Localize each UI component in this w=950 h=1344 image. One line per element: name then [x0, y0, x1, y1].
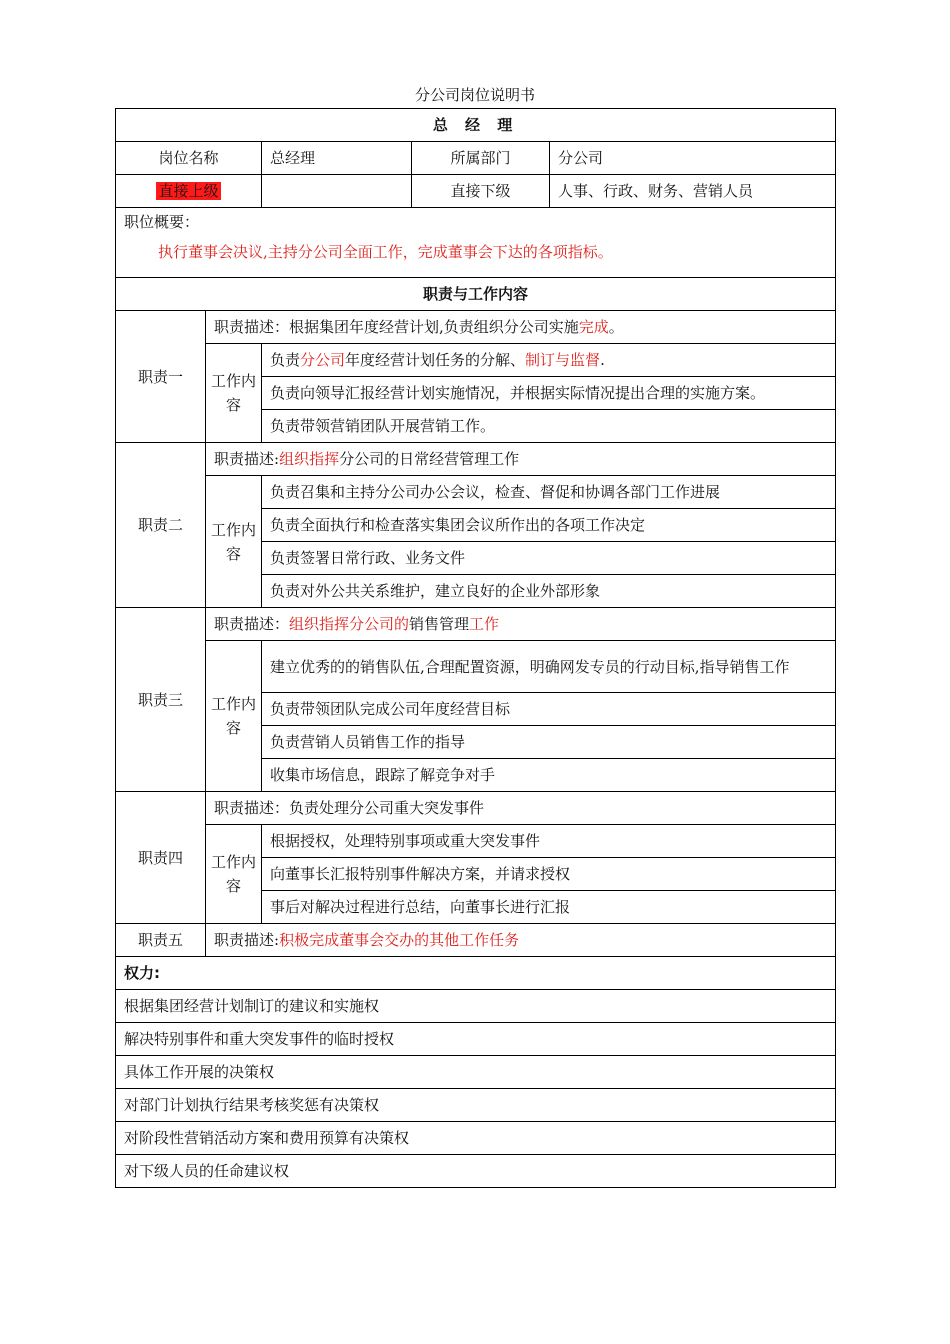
overview-row — [116, 208, 836, 278]
duties-header-row — [116, 278, 836, 311]
power-row — [116, 990, 836, 1023]
duty-4-label: 职责四 — [116, 792, 206, 924]
duty-3-item-1: 建立优秀的的销售队伍,合理配置资源，明确网发专员的行动目标,指导销售工作 — [262, 641, 836, 693]
department-value: 分公司 — [550, 142, 836, 175]
power-row — [116, 1155, 836, 1188]
duty-2-item-1: 负责召集和主持分公司办公会议，检查、督促和协调各部门工作进展 — [262, 476, 836, 509]
department-label: 所属部门 — [412, 142, 550, 175]
duty-4-desc-row — [116, 792, 836, 825]
duty-4-description: 职责描述：负责处理分公司重大突发事件 — [206, 792, 836, 825]
duty-1-description: 职责描述：根据集团年度经营计划,负责组织分公司实施完成。 — [206, 311, 836, 344]
duty-3-description: 职责描述：组织指挥分公司的销售管理工作 — [206, 608, 836, 641]
duty-2-item-2: 负责全面执行和检查落实集团会议所作出的各项工作决定 — [262, 509, 836, 542]
direct-subordinate-label: 直接下级 — [412, 175, 550, 208]
duty-1-item-3: 负责带领营销团队开展营销工作。 — [262, 410, 836, 443]
power-row — [116, 1089, 836, 1122]
duty-1-work-label: 工作内容 — [206, 344, 262, 443]
power-row — [116, 1023, 836, 1056]
powers-header-row — [116, 957, 836, 990]
duty-4-work-label: 工作内容 — [206, 825, 262, 924]
duty-2-desc-row — [116, 443, 836, 476]
duty-1-label: 职责一 — [116, 311, 206, 443]
duty-4-item-3: 事后对解决过程进行总结，向董事长进行汇报 — [262, 891, 836, 924]
duty-3-work-label: 工作内容 — [206, 641, 262, 792]
overview-cell — [116, 208, 836, 278]
power-item-5: 对阶段性营销活动方案和费用预算有决策权 — [116, 1122, 836, 1155]
duty-5-row — [116, 924, 836, 957]
duty-5-description: 职责描述:积极完成董事会交办的其他工作任务 — [206, 924, 836, 957]
duties-section-title: 职责与工作内容 — [116, 278, 836, 311]
info-row-2 — [116, 175, 836, 208]
power-item-2: 解决特别事件和重大突发事件的临时授权 — [116, 1023, 836, 1056]
title-row — [116, 109, 836, 142]
power-row — [116, 1122, 836, 1155]
duty-4-item-row — [116, 825, 836, 858]
document-heading: 分公司岗位说明书 — [414, 86, 535, 104]
duty-3-item-row — [116, 641, 836, 693]
duty-3-label: 职责三 — [116, 608, 206, 792]
duty-1-item-2: 负责向领导汇报经营计划实施情况，并根据实际情况提出合理的实施方案。 — [262, 377, 836, 410]
duty-2-work-label: 工作内容 — [206, 476, 262, 608]
position-name-label: 岗位名称 — [116, 142, 262, 175]
power-item-3: 具体工作开展的决策权 — [116, 1056, 836, 1089]
direct-superior-value — [262, 175, 412, 208]
position-title: 总 经 理 — [116, 109, 836, 142]
duty-2-item-row — [116, 476, 836, 509]
power-item-6: 对下级人员的任命建议权 — [116, 1155, 836, 1188]
duty-2-label: 职责二 — [116, 443, 206, 608]
duty-3-item-4: 收集市场信息，跟踪了解竞争对手 — [262, 759, 836, 792]
duty-1-desc-row — [116, 311, 836, 344]
duty-4-item-2: 向董事长汇报特别事件解决方案，并请求授权 — [262, 858, 836, 891]
power-item-1: 根据集团经营计划制订的建议和实施权 — [116, 990, 836, 1023]
duty-5-label: 职责五 — [116, 924, 206, 957]
job-description-table — [115, 108, 836, 1188]
duty-4-item-1: 根据授权，处理特别事项或重大突发事件 — [262, 825, 836, 858]
direct-subordinate-value: 人事、行政、财务、营销人员 — [550, 175, 836, 208]
power-item-4: 对部门计划执行结果考核奖惩有决策权 — [116, 1089, 836, 1122]
position-name-value: 总经理 — [262, 142, 412, 175]
duty-3-item-3: 负责营销人员销售工作的指导 — [262, 726, 836, 759]
overview-text: 执行董事会决议,主持分公司全面工作，完成董事会下达的各项指标。 — [158, 243, 613, 261]
duty-3-item-2: 负责带领团队完成公司年度经营目标 — [262, 693, 836, 726]
direct-superior-label: 直接上级 — [158, 182, 219, 200]
duty-1-item-1: 负责分公司年度经营计划任务的分解、制订与监督. — [262, 344, 836, 377]
duty-1-item-row — [116, 344, 836, 377]
duty-2-item-3: 负责签署日常行政、业务文件 — [262, 542, 836, 575]
duty-2-item-4: 负责对外公共关系维护，建立良好的企业外部形象 — [262, 575, 836, 608]
powers-label: 权力: — [116, 957, 836, 990]
power-row — [116, 1056, 836, 1089]
info-row-1 — [116, 142, 836, 175]
duty-2-description: 职责描述:组织指挥分公司的日常经营管理工作 — [206, 443, 836, 476]
overview-label: 职位概要： — [124, 213, 200, 231]
direct-superior-label-cell — [116, 175, 262, 208]
duty-3-desc-row — [116, 608, 836, 641]
